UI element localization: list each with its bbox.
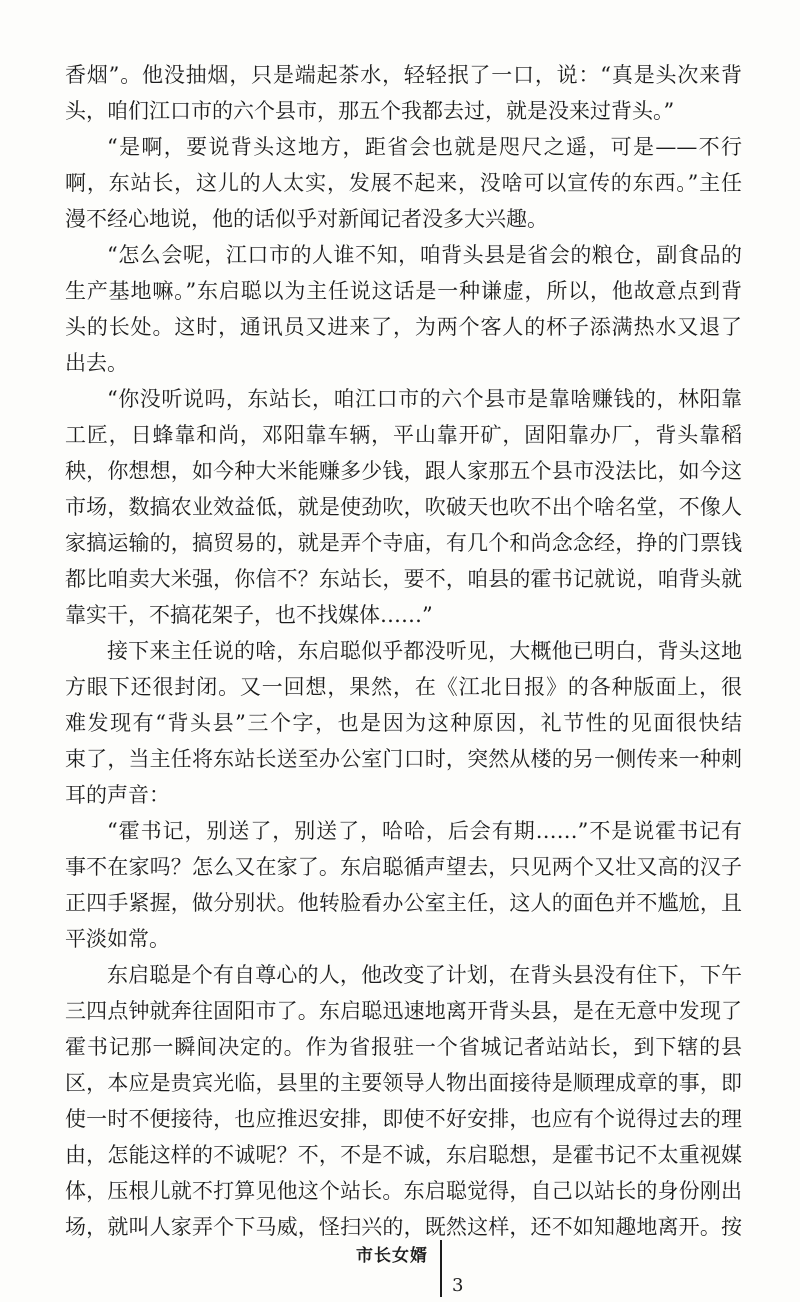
page-number: 3 — [452, 1275, 464, 1296]
text-line: 秧，你想想，如今种大米能赚多少钱，跟人家那五个县市没法比，如今这 — [65, 459, 742, 483]
paragraph — [65, 57, 742, 129]
text-line: 平淡如常。 — [65, 927, 170, 951]
text-line: “怎么会呢，江口市的人谁不知，咱背头县是省会的粮仓，副食品的 — [107, 243, 742, 267]
text-line: 啊，东站长，这儿的人太实，发展不起来，没啥可以宣传的东西。”主任 — [65, 171, 742, 195]
text-line: 使一时不便接待，也应推迟安排，即使不好安排，也应有个说得过去的理 — [65, 1107, 742, 1131]
text-line: 体，压根儿就不打算见他这个站长。东启聪觉得，自己以站长的身份刚出 — [65, 1179, 742, 1203]
text-line: 漫不经心地说，他的话似乎对新闻记者没多大兴趣。 — [65, 207, 548, 231]
running-footer-book-title: 市长女婿 — [356, 1246, 428, 1266]
text-line: 出去。 — [65, 351, 128, 375]
text-line: 方眼下还很封闭。又一回想，果然，在《江北日报》的各种版面上，很 — [65, 675, 742, 699]
body-text — [65, 57, 742, 1245]
paragraph — [65, 381, 742, 633]
text-line: 难发现有“背头县”三个字，也是因为这种原因，礼节性的见面很快结 — [65, 711, 742, 735]
text-line: 靠实干，不搞花架子，也不找媒体……” — [65, 603, 433, 627]
text-line: 区，本应是贵宾光临，县里的主要领导人物出面接待是顺理成章的事，即 — [65, 1071, 742, 1095]
paragraph — [65, 957, 742, 1245]
text-line: 场，就叫人家弄个下马威，怪扫兴的，既然这样，还不如知趣地离开。按 — [65, 1215, 742, 1239]
text-line: 工匠，日蜂靠和尚，邓阳靠车辆，平山靠开矿，固阳靠办厂，背头靠稻 — [65, 423, 742, 447]
text-line: 都比咱卖大米强，你信不？东站长，要不，咱县的霍书记就说，咱背头就 — [65, 567, 742, 591]
paragraph — [65, 633, 742, 813]
text-line: 东启聪是个有自尊心的人，他改变了计划，在背头县没有住下，下午 — [107, 963, 742, 987]
paragraph — [65, 813, 742, 957]
text-line: “霍书记，别送了，别送了，哈哈，后会有期……”不是说霍书记有 — [107, 819, 742, 843]
text-line: 束了，当主任将东站长送至办公室门口时，突然从楼的另一侧传来一种刺 — [65, 747, 742, 771]
text-line: 由，怎能这样的不诚呢？不，不是不诚，东启聪想，是霍书记不太重视媒 — [65, 1143, 742, 1167]
text-line: 耳的声音： — [65, 783, 170, 807]
footer-divider — [440, 1240, 442, 1297]
text-line: “你没听说吗，东站长，咱江口市的六个县市是靠啥赚钱的，林阳靠 — [107, 387, 742, 411]
text-line: 正四手紧握，做分别状。他转脸看办公室主任，这人的面色并不尴尬，且 — [65, 891, 742, 915]
text-line: 事不在家吗？怎么又在家了。东启聪循声望去，只见两个又壮又高的汉子 — [65, 855, 742, 879]
text-line: 接下来主任说的啥，东启聪似乎都没听见，大概他已明白，背头这地 — [107, 639, 742, 663]
text-line: 头，咱们江口市的六个县市，那五个我都去过，就是没来过背头。” — [65, 99, 675, 123]
text-line: 三四点钟就奔往固阳市了。东启聪迅速地离开背头县，是在无意中发现了 — [65, 999, 742, 1023]
text-line: 霍书记那一瞬间决定的。作为省报驻一个省城记者站站长，到下辖的县 — [65, 1035, 742, 1059]
text-line: 生产基地嘛。”东启聪以为主任说这话是一种谦虚，所以，他故意点到背 — [65, 279, 742, 303]
text-line: “是啊，要说背头这地方，距省会也就是咫尺之遥，可是——不行 — [107, 135, 742, 159]
paragraph — [65, 237, 742, 381]
text-line: 香烟”。他没抽烟，只是端起茶水，轻轻抿了一口，说：“真是头次来背 — [65, 63, 742, 87]
text-line: 家搞运输的，搞贸易的，就是弄个寺庙，有几个和尚念念经，挣的门票钱 — [65, 531, 742, 555]
text-line: 头的长处。这时，通讯员又进来了，为两个客人的杯子添满热水又退了 — [65, 315, 742, 339]
paragraph — [65, 129, 742, 237]
text-line: 市场，数搞农业效益低，就是使劲吹，吹破天也吹不出个啥名堂，不像人 — [65, 495, 742, 519]
